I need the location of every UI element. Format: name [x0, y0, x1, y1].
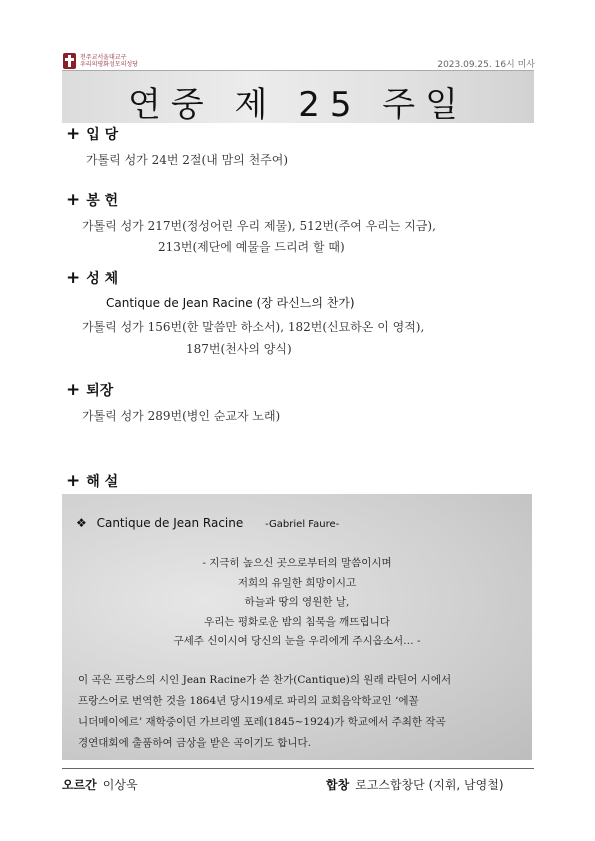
- piece-title: Cantique de Jean Racine: [96, 516, 244, 530]
- poem-line: 저희의 유일한 희망이시고: [237, 576, 357, 589]
- logo-text: 천주교서울대교구 우리의평화성모의성당: [80, 54, 138, 68]
- section-heading-entrance: + 입 당: [66, 124, 119, 144]
- prose-line: 프랑스어로 번역한 것을 1864년 당시19세로 파리의 교회음악학교인 ‘에꼴: [78, 695, 419, 707]
- poem-line: - 지극히 높으신 곳으로부터의 말씀이시며: [202, 557, 392, 569]
- page-title: 연중 제 25 주일: [128, 85, 468, 125]
- prose-line: 이 곡은 프랑스의 시인 Jean Racine가 쓴 찬가(Cantique)의 원래 라틴어 시에서: [78, 674, 452, 686]
- footer-divider: [62, 768, 534, 769]
- hymn-line: 가톨릭 성가 289번(병인 순교자 노래): [82, 409, 281, 423]
- commentary-prose: [78, 670, 524, 754]
- diamond-bullet-icon: ❖: [76, 516, 87, 530]
- section-heading-communion: + 성 체: [66, 268, 119, 288]
- title-band: [62, 70, 534, 123]
- cross-logo-icon: [63, 53, 76, 69]
- commentary-title: [76, 516, 339, 530]
- mass-date: 2023.09.25. 16시 미사: [437, 60, 535, 70]
- choir-credit: 합창 로고스합창단 (지휘, 남영철): [326, 778, 504, 792]
- parish-logo: [63, 52, 159, 70]
- poem-text: [62, 554, 532, 652]
- prose-line: 경연대회에 출품하여 금상을 받은 곡이기도 합니다.: [78, 737, 312, 749]
- communion-subtitle: Cantique de Jean Racine (장 라신느의 찬가): [106, 296, 355, 310]
- organist-credit: 오르간 이상욱: [62, 778, 138, 792]
- section-heading-recessional: + 퇴장: [66, 380, 114, 400]
- plus-icon: +: [66, 380, 81, 400]
- poem-line: 하늘과 땅의 영원한 날,: [244, 596, 350, 608]
- composer-name: -Gabriel Faure-: [265, 519, 340, 530]
- hymn-line: 187번(천사의 양식): [186, 342, 292, 356]
- plus-icon: +: [66, 268, 81, 288]
- hymn-line: 가톨릭 성가 24번 2절(내 맘의 천주여): [86, 153, 289, 167]
- plus-icon: +: [66, 471, 81, 491]
- hymn-line: 가톨릭 성가 156번(한 말씀만 하소서), 182번(신묘하온 이 영적),: [82, 320, 425, 334]
- prose-line: 니더메이에르’ 재학중이던 가브리엘 포레(1845~1924)가 학교에서 주최한 작곡: [78, 716, 446, 728]
- section-heading-offertory: + 봉 헌: [66, 190, 119, 210]
- poem-line: 구세주 신이시여 당신의 눈을 우리에게 주시옵소서… -: [173, 635, 421, 647]
- hymn-line: 가톨릭 성가 217번(정성어린 우리 제물), 512번(주여 우리는 지금),: [82, 219, 436, 233]
- plus-icon: +: [66, 124, 81, 144]
- commentary-box: [62, 494, 532, 760]
- poem-line: 우리는 평화로운 밤의 침묵을 깨뜨립니다: [204, 615, 390, 628]
- hymn-line: 213번(제단에 예물을 드리려 할 때): [158, 240, 345, 254]
- plus-icon: +: [66, 190, 81, 210]
- section-heading-commentary: + 해 설: [66, 471, 119, 491]
